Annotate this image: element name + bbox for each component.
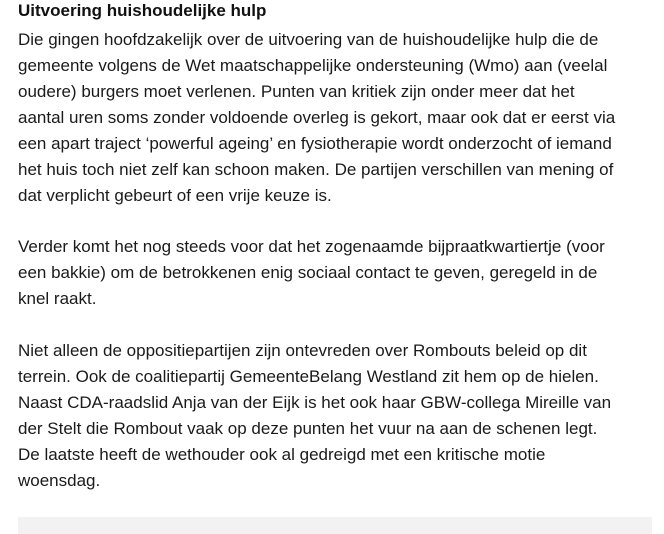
paragraph-line: Niet alleen de oppositiepartijen zijn ontevreden over Rombouts beleid op dit (18, 341, 587, 360)
embedded-content-box (18, 517, 652, 534)
paragraph-line: Verder komt het nog steeds voor dat het zogenaamde bijpraatkwartiertje (voor (18, 237, 605, 256)
paragraph-line: woensdag. (18, 471, 101, 490)
paragraph-line: oudere) burgers moet verlenen. Punten van kritiek zijn onder meer dat het (18, 82, 575, 101)
paragraph-line: terrein. Ook de coalitiepartij GemeenteBelang Westland zit hem op de hielen. (18, 367, 599, 386)
article (18, 0, 658, 490)
paragraph-1 (18, 27, 615, 209)
paragraph-line: een apart traject ‘powerful ageing’ en fysiotherapie wordt onderzocht of iemand (18, 134, 612, 153)
paragraph-3 (18, 338, 611, 494)
paragraph-line: een bakkie) om de betrokkenen enig sociaal contact te geven, geregeld in de (18, 263, 598, 282)
paragraph-line: knel raakt. (18, 289, 97, 308)
paragraph-2 (18, 234, 605, 312)
paragraph-line: Die gingen hoofdzakelijk over de uitvoering van de huishoudelijke hulp die de (18, 30, 599, 49)
paragraph-line: der Stelt die Rombout vaak op deze punten het vuur na aan de schenen legt. (18, 419, 598, 438)
paragraph-line: het huis toch niet zelf kan schoon maken. De partijen verschillen van mening of (18, 160, 614, 179)
section-heading: Uitvoering huishoudelijke hulp (18, 1, 267, 20)
paragraph-line: De laatste heeft de wethouder ook al gedreigd met een kritische motie (18, 445, 546, 464)
paragraph-line: gemeente volgens de Wet maatschappelijke ondersteuning (Wmo) aan (veelal (18, 56, 608, 75)
paragraph-line: Naast CDA-raadslid Anja van der Eijk is het ook haar GBW-collega Mireille van (18, 393, 612, 412)
paragraph-line: dat verplicht gebeurt of een vrije keuze is. (18, 186, 332, 205)
paragraph-line: aantal uren soms zonder voldoende overleg is gekort, maar ook dat er eerst via (18, 108, 616, 127)
